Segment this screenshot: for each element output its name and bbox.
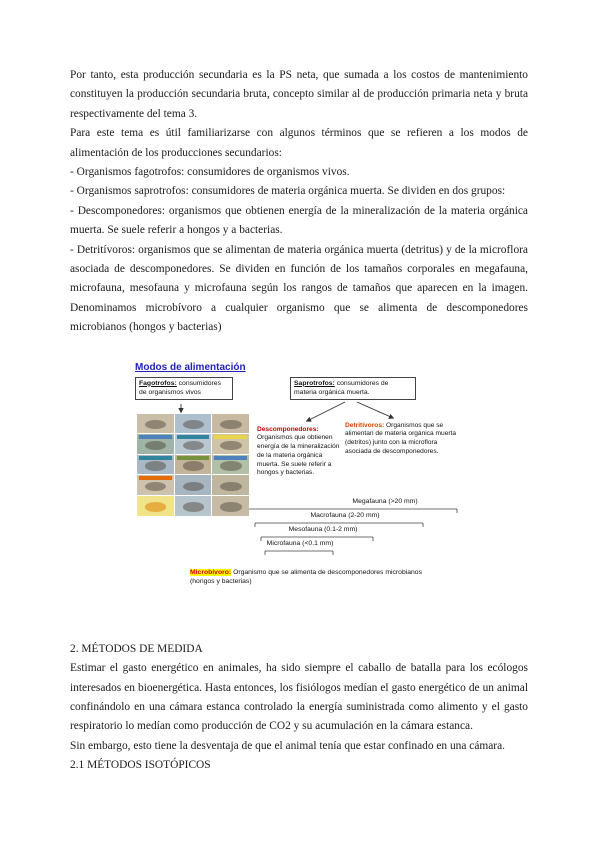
category-chip xyxy=(177,435,210,439)
feeding-modes-diagram xyxy=(135,362,475,612)
microbivoro-note xyxy=(190,568,435,587)
organism-tile xyxy=(175,475,212,495)
fagotrofos-desc: consumidores de organismos vivos xyxy=(139,379,221,396)
size-range-microfauna: Microfauna (<0.1 mm) xyxy=(266,539,334,547)
paragraph-terms-intro: Para este tema es útil familiarizarse con algunos términos que se refieren a los modos de alimentación de los producciones secundarios: xyxy=(70,127,528,159)
organism-tile xyxy=(137,414,174,434)
diagram-title: Modos de alimentación xyxy=(135,361,246,373)
descomponedores-block xyxy=(257,426,341,478)
organism-tile xyxy=(175,414,212,434)
paragraph-intro: Por tanto, esta producción secundaria es la PS neta, que sumada a los costos de mantenimiento constituyen la producción secundaria bruta, concepto similar al de producción primaria neta y bruta respectivamente del tema 3. xyxy=(70,69,528,120)
fagotrofos-box xyxy=(135,377,233,401)
saprotrofos-desc: consumidores de materia orgánica muerta. xyxy=(294,379,389,396)
detritivoros-block xyxy=(345,422,461,457)
section-heading-methods: 2. MÉTODOS DE MEDIDA xyxy=(70,642,203,655)
organism-tile xyxy=(212,475,249,495)
category-chip xyxy=(177,456,210,460)
size-range-macrofauna: Macrofauna (2-20 mm) xyxy=(310,511,380,519)
size-range-mesofauna: Mesofauna (0.1-2 mm) xyxy=(288,525,358,533)
microbivoro-desc: Organismo que se alimenta de descomponedores microbianos (hongos y bacterias) xyxy=(190,568,422,586)
paragraph-limitation: Sin embargo, esto tiene la desventaja de que el animal tenía que estar confinado en una cámara. xyxy=(70,739,505,752)
organism-tile xyxy=(175,496,212,516)
category-chip xyxy=(139,456,172,460)
bullet-saprotrofos: - Organismos saprotrofos: consumidores de materia orgánica muerta. Se dividen en dos grupos: xyxy=(70,185,506,198)
organisms-collage xyxy=(137,414,249,516)
organism-tile xyxy=(175,434,212,454)
category-chip xyxy=(214,456,247,460)
descomponedores-term: Descomponedores: xyxy=(257,425,319,433)
organism-tile xyxy=(137,475,174,495)
category-chip xyxy=(139,476,172,480)
bullet-detritivoros: - Detritívoros: organismos que se alimentan de materia orgánica muerta (detritus) y de la microflora asociada de descomponedores. Se dividen en función de los tamaños corporales en megafauna, microfauna, mesofauna y microfauna según los rangos de tamaños que aparecen en la imagen. Denominamos microbívoro a cualquier organismo que se alimenta de descomponedores microbianos (hongos y bacterias) xyxy=(70,243,528,334)
organism-tile xyxy=(137,455,174,475)
saprotrofos-term: Saprotrofos: xyxy=(294,379,335,387)
category-chip xyxy=(214,435,247,439)
category-chip xyxy=(139,435,172,439)
body-text-bottom xyxy=(70,640,528,776)
saprotrofos-box xyxy=(290,377,416,401)
microbivoro-term: Microbívoro: xyxy=(190,568,232,576)
organism-tile xyxy=(212,414,249,434)
detritivoros-desc: Organismos que se alimentan de materia orgánica muerta (detritos) junto con la microflora asociada de descomponedores. xyxy=(345,421,457,455)
organism-tile xyxy=(175,455,212,475)
bullet-fagotrofos: - Organismos fagotrofos: consumidores de organismos vivos. xyxy=(70,166,350,179)
fagotrofos-term: Fagotrofos: xyxy=(139,379,177,387)
organism-tile xyxy=(212,434,249,454)
size-range-megafauna: Megafauna (>20 mm) xyxy=(352,497,418,505)
sun-tile xyxy=(137,496,174,516)
body-text-top xyxy=(70,0,528,338)
paragraph-methods: Estimar el gasto energético en animales, ha sido siempre el caballo de batalla para los ecólogos interesados en bioenergética. Hasta entonces, los fisiólogos medían el gasto energético de un animal confinándolo en una cámara estanca controlado la energía suministrada como alimento y el gasto respiratorio lo medían como producción de CO2 y su acumulación en la cámara estanca. xyxy=(70,662,528,733)
organism-tile xyxy=(212,496,249,516)
descomponedores-desc: Organismos que obtienen energía de la mineralización de la materia orgánica muerta. Se suele referir a hongos y bacterias. xyxy=(257,434,340,477)
organism-tile xyxy=(212,455,249,475)
section-heading-isotopic: 2.1 MÉTODOS ISOTÓPICOS xyxy=(70,759,211,772)
detritivoros-term: Detritívoros: xyxy=(345,421,385,429)
bullet-descomponedores: - Descomponedores: organismos que obtienen energía de la mineralización de la materia orgánica muerta. Se suele referir a hongos y a bacterias. xyxy=(70,204,528,237)
organism-tile xyxy=(137,434,174,454)
